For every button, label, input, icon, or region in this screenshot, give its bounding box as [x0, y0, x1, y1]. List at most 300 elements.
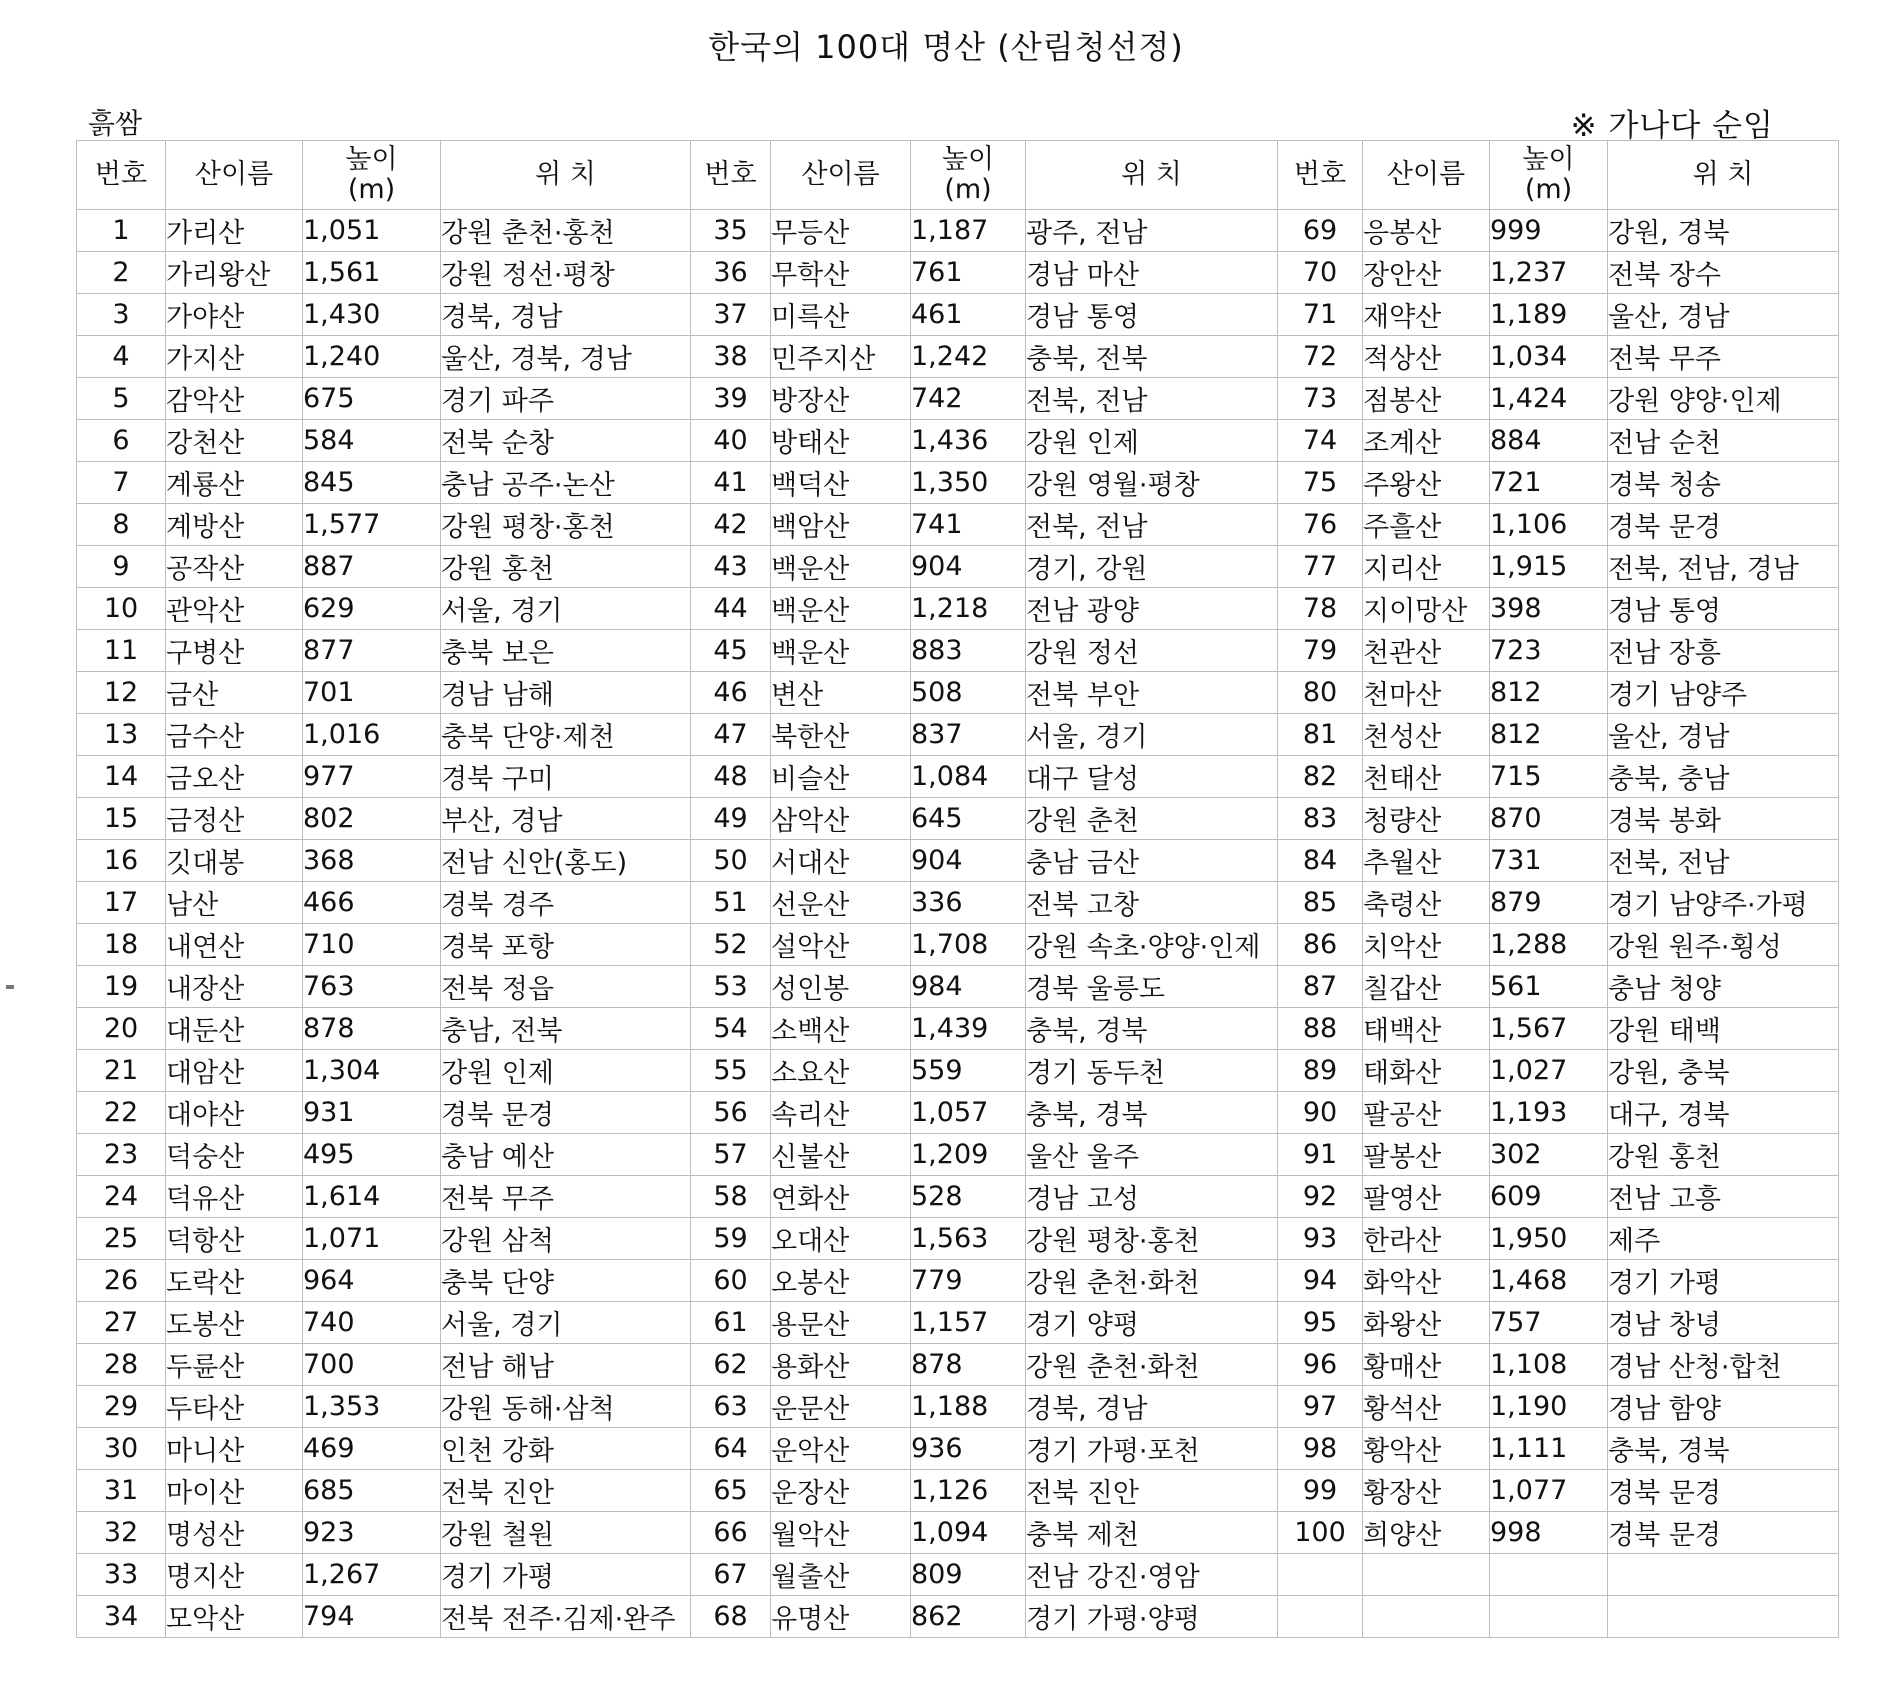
mountain-number: 17: [77, 882, 166, 924]
mountain-number: 100: [1278, 1512, 1363, 1554]
mountain-number: 41: [691, 462, 771, 504]
mountain-number: 33: [77, 1554, 166, 1596]
mountain-location: 충북 제천: [1026, 1512, 1278, 1554]
mountain-height: 1,077: [1490, 1470, 1608, 1512]
mountain-height: 883: [911, 630, 1026, 672]
mountain-number: 34: [77, 1596, 166, 1638]
mountain-number: 26: [77, 1260, 166, 1302]
mountain-number: 8: [77, 504, 166, 546]
mountain-number: 60: [691, 1260, 771, 1302]
mountain-number: 82: [1278, 756, 1363, 798]
mountain-location: 전남 고흥: [1608, 1176, 1839, 1218]
mountain-name: 추월산: [1363, 840, 1490, 882]
mountain-height: 763: [303, 966, 441, 1008]
mountain-name: 유명산: [771, 1596, 911, 1638]
mountain-number: 67: [691, 1554, 771, 1596]
mountain-number: 10: [77, 588, 166, 630]
mountain-name: 칠갑산: [1363, 966, 1490, 1008]
mountain-location: 강원 평창·홍천: [1026, 1218, 1278, 1260]
mountain-number: 65: [691, 1470, 771, 1512]
mountain-location: 강원 양양·인제: [1608, 378, 1839, 420]
table-row: [77, 966, 1839, 1008]
mountain-number: 68: [691, 1596, 771, 1638]
mountain-name: 무등산: [771, 210, 911, 252]
table-row: [77, 924, 1839, 966]
empty-cell: [1490, 1596, 1608, 1638]
mountain-height: 302: [1490, 1134, 1608, 1176]
mountain-location: 강원 춘천·화천: [1026, 1260, 1278, 1302]
mountain-name: 무학산: [771, 252, 911, 294]
mountain-height: 742: [911, 378, 1026, 420]
col-header-location: 위 치: [1026, 141, 1278, 210]
mountain-number: 94: [1278, 1260, 1363, 1302]
mountain-location: 경남 남해: [441, 672, 691, 714]
mountain-height: 984: [911, 966, 1026, 1008]
mountain-name: 화왕산: [1363, 1302, 1490, 1344]
mountain-number: 90: [1278, 1092, 1363, 1134]
mountain-name: 황석산: [1363, 1386, 1490, 1428]
mountain-name: 성인봉: [771, 966, 911, 1008]
mountain-height: 1,577: [303, 504, 441, 546]
mountain-height: 1,430: [303, 294, 441, 336]
empty-cell: [1608, 1596, 1839, 1638]
mountain-number: 58: [691, 1176, 771, 1218]
mountain-location: 강원 속초·양양·인제: [1026, 924, 1278, 966]
mountain-height: 1,561: [303, 252, 441, 294]
mountain-name: 천마산: [1363, 672, 1490, 714]
mountain-height: 879: [1490, 882, 1608, 924]
col-header-location: 위 치: [441, 141, 691, 210]
table-row: [77, 378, 1839, 420]
mountain-location: 경기 가평·양평: [1026, 1596, 1278, 1638]
page-title: 한국의 100대 명산 (산림청선정): [708, 28, 1184, 66]
mountain-height: 1,057: [911, 1092, 1026, 1134]
table-row: [77, 1596, 1839, 1638]
mountain-height: 1,190: [1490, 1386, 1608, 1428]
table-row: [77, 1176, 1839, 1218]
col-header-name: 산이름: [771, 141, 911, 210]
mountain-number: 56: [691, 1092, 771, 1134]
mountain-location: 강원 평창·홍천: [441, 504, 691, 546]
mountain-table: [76, 140, 1839, 1638]
mountain-location: 강원 춘천: [1026, 798, 1278, 840]
mountain-number: 51: [691, 882, 771, 924]
mountain-number: 20: [77, 1008, 166, 1050]
empty-cell: [1278, 1554, 1363, 1596]
mountain-location: 울산 울주: [1026, 1134, 1278, 1176]
table-row: [77, 1512, 1839, 1554]
mountain-height: 461: [911, 294, 1026, 336]
mountain-height: 559: [911, 1050, 1026, 1092]
mountain-location: 전북, 전남: [1026, 378, 1278, 420]
mountain-location: 서울, 경기: [441, 1302, 691, 1344]
mountain-number: 27: [77, 1302, 166, 1344]
table-row: [77, 1470, 1839, 1512]
mountain-name: 가리왕산: [166, 252, 303, 294]
mountain-height: 1,187: [911, 210, 1026, 252]
mountain-number: 71: [1278, 294, 1363, 336]
mountain-height: 1,126: [911, 1470, 1026, 1512]
mountain-number: 25: [77, 1218, 166, 1260]
mountain-name: 팔공산: [1363, 1092, 1490, 1134]
mountain-height: 1,051: [303, 210, 441, 252]
mountain-height: 845: [303, 462, 441, 504]
mountain-number: 91: [1278, 1134, 1363, 1176]
mountain-number: 96: [1278, 1344, 1363, 1386]
mountain-name: 남산: [166, 882, 303, 924]
mountain-name: 변산: [771, 672, 911, 714]
mountain-height: 629: [303, 588, 441, 630]
mountain-location: 강원 태백: [1608, 1008, 1839, 1050]
mountain-height: 862: [911, 1596, 1026, 1638]
mountain-number: 85: [1278, 882, 1363, 924]
table-row: [77, 1260, 1839, 1302]
mountain-number: 39: [691, 378, 771, 420]
mountain-location: 전북 순창: [441, 420, 691, 462]
mountain-location: 강원 원주·횡성: [1608, 924, 1839, 966]
mountain-name: 청량산: [1363, 798, 1490, 840]
mountain-name: 천관산: [1363, 630, 1490, 672]
mountain-name: 금오산: [166, 756, 303, 798]
mountain-height: 710: [303, 924, 441, 966]
mountain-name: 내장산: [166, 966, 303, 1008]
mountain-height: 1,350: [911, 462, 1026, 504]
mountain-location: 경기 가평·포천: [1026, 1428, 1278, 1470]
mountain-name: 방장산: [771, 378, 911, 420]
mountain-number: 46: [691, 672, 771, 714]
mountain-height: 936: [911, 1428, 1026, 1470]
mountain-height: 802: [303, 798, 441, 840]
table-row: [77, 840, 1839, 882]
mountain-number: 47: [691, 714, 771, 756]
mountain-location: 경북, 경남: [1026, 1386, 1278, 1428]
mountain-location: 경남 고성: [1026, 1176, 1278, 1218]
mountain-height: 1,027: [1490, 1050, 1608, 1092]
mountain-height: 609: [1490, 1176, 1608, 1218]
mountain-name: 강천산: [166, 420, 303, 462]
mountain-location: 강원 영월·평창: [1026, 462, 1278, 504]
mountain-name: 신불산: [771, 1134, 911, 1176]
table-row: [77, 588, 1839, 630]
mountain-height: 741: [911, 504, 1026, 546]
mountain-name: 백운산: [771, 546, 911, 588]
mountain-name: 천태산: [1363, 756, 1490, 798]
mountain-name: 두륜산: [166, 1344, 303, 1386]
mountain-height: 336: [911, 882, 1026, 924]
mountain-name: 속리산: [771, 1092, 911, 1134]
mountain-location: 강원 홍천: [1608, 1134, 1839, 1176]
mountain-number: 97: [1278, 1386, 1363, 1428]
mountain-number: 18: [77, 924, 166, 966]
mountain-number: 66: [691, 1512, 771, 1554]
mountain-height: 1,016: [303, 714, 441, 756]
mountain-height: 812: [1490, 714, 1608, 756]
col-header-height: 높이 (m): [303, 141, 441, 210]
mountain-name: 황악산: [1363, 1428, 1490, 1470]
mountain-number: 14: [77, 756, 166, 798]
mountain-height: 837: [911, 714, 1026, 756]
mountain-location: 경북 울릉도: [1026, 966, 1278, 1008]
mountain-number: 92: [1278, 1176, 1363, 1218]
table-row: [77, 1344, 1839, 1386]
mountain-name: 선운산: [771, 882, 911, 924]
mountain-location: 강원 홍천: [441, 546, 691, 588]
col-header-name: 산이름: [1363, 141, 1490, 210]
mountain-height: 812: [1490, 672, 1608, 714]
mountain-location: 전북, 전남, 경남: [1608, 546, 1839, 588]
mountain-height: 1,288: [1490, 924, 1608, 966]
mountain-name: 덕항산: [166, 1218, 303, 1260]
mountain-name: 재약산: [1363, 294, 1490, 336]
table-row: [77, 210, 1839, 252]
mountain-location: 전북 전주·김제·완주: [441, 1596, 691, 1638]
mountain-location: 경기 동두천: [1026, 1050, 1278, 1092]
mountain-number: 12: [77, 672, 166, 714]
mountain-height: 1,567: [1490, 1008, 1608, 1050]
mountain-number: 11: [77, 630, 166, 672]
mountain-location: 경북 포항: [441, 924, 691, 966]
col-header-no: 번호: [77, 141, 166, 210]
mountain-location: 강원 동해·삼척: [441, 1386, 691, 1428]
mountain-location: 충북 보은: [441, 630, 691, 672]
mountain-name: 조계산: [1363, 420, 1490, 462]
mountain-name: 팔봉산: [1363, 1134, 1490, 1176]
mountain-location: 전남 순천: [1608, 420, 1839, 462]
mountain-number: 89: [1278, 1050, 1363, 1092]
mountain-location: 경남 함양: [1608, 1386, 1839, 1428]
mountain-location: 전북 진안: [441, 1470, 691, 1512]
mountain-name: 장안산: [1363, 252, 1490, 294]
mountain-name: 운장산: [771, 1470, 911, 1512]
mountain-location: 충북 단양: [441, 1260, 691, 1302]
mountain-location: 광주, 전남: [1026, 210, 1278, 252]
mountain-height: 715: [1490, 756, 1608, 798]
mountain-number: 54: [691, 1008, 771, 1050]
col-header-height: 높이 (m): [1490, 141, 1608, 210]
mountain-number: 62: [691, 1344, 771, 1386]
mountain-number: 73: [1278, 378, 1363, 420]
mountain-number: 77: [1278, 546, 1363, 588]
mountain-location: 울산, 경남: [1608, 714, 1839, 756]
mountain-name: 치악산: [1363, 924, 1490, 966]
mountain-location: 충북, 경북: [1608, 1428, 1839, 1470]
mountain-number: 3: [77, 294, 166, 336]
mountain-location: 경기 가평: [1608, 1260, 1839, 1302]
mountain-number: 38: [691, 336, 771, 378]
mountain-height: 998: [1490, 1512, 1608, 1554]
mountain-location: 제주: [1608, 1218, 1839, 1260]
mountain-name: 운악산: [771, 1428, 911, 1470]
mountain-height: 685: [303, 1470, 441, 1512]
mountain-height: 1,242: [911, 336, 1026, 378]
mountain-height: 740: [303, 1302, 441, 1344]
table-row: [77, 798, 1839, 840]
mountain-number: 9: [77, 546, 166, 588]
mountain-name: 구병산: [166, 630, 303, 672]
mountain-number: 64: [691, 1428, 771, 1470]
mountain-location: 전북, 전남: [1026, 504, 1278, 546]
mountain-height: 1,189: [1490, 294, 1608, 336]
mountain-number: 44: [691, 588, 771, 630]
mountain-height: 1,353: [303, 1386, 441, 1428]
empty-cell: [1608, 1554, 1839, 1596]
mountain-location: 전북 고창: [1026, 882, 1278, 924]
mountain-name: 화악산: [1363, 1260, 1490, 1302]
mountain-name: 희양산: [1363, 1512, 1490, 1554]
mountain-number: 99: [1278, 1470, 1363, 1512]
mountain-number: 30: [77, 1428, 166, 1470]
mountain-number: 37: [691, 294, 771, 336]
mountain-height: 1,304: [303, 1050, 441, 1092]
mountain-location: 경남 창녕: [1608, 1302, 1839, 1344]
table-row: [77, 714, 1839, 756]
mountain-number: 55: [691, 1050, 771, 1092]
mountain-location: 충남 공주·논산: [441, 462, 691, 504]
mountain-height: 1,436: [911, 420, 1026, 462]
mountain-name: 백덕산: [771, 462, 911, 504]
mountain-height: 904: [911, 546, 1026, 588]
mountain-number: 87: [1278, 966, 1363, 1008]
mountain-location: 부산, 경남: [441, 798, 691, 840]
mountain-height: 675: [303, 378, 441, 420]
mountain-number: 42: [691, 504, 771, 546]
mountain-height: 809: [911, 1554, 1026, 1596]
header-row: [77, 141, 1839, 210]
mountain-name: 태백산: [1363, 1008, 1490, 1050]
mountain-name: 대둔산: [166, 1008, 303, 1050]
mountain-location: 강원 삼척: [441, 1218, 691, 1260]
mountain-number: 75: [1278, 462, 1363, 504]
mountain-height: 508: [911, 672, 1026, 714]
mountain-name: 깃대봉: [166, 840, 303, 882]
mountain-location: 강원 철원: [441, 1512, 691, 1554]
mountain-number: 88: [1278, 1008, 1363, 1050]
mountain-location: 경북 문경: [441, 1092, 691, 1134]
mountain-name: 백암산: [771, 504, 911, 546]
mountain-height: 931: [303, 1092, 441, 1134]
mountain-number: 23: [77, 1134, 166, 1176]
mountain-height: 878: [911, 1344, 1026, 1386]
mountain-number: 52: [691, 924, 771, 966]
mountain-height: 878: [303, 1008, 441, 1050]
sort-note: ※ 가나다 순임: [1570, 108, 1774, 144]
mountain-height: 645: [911, 798, 1026, 840]
mountain-location: 경북 문경: [1608, 1512, 1839, 1554]
mountain-name: 내연산: [166, 924, 303, 966]
mountain-location: 경기 남양주·가평: [1608, 882, 1839, 924]
col-header-height: 높이 (m): [911, 141, 1026, 210]
mountain-height: 1,237: [1490, 252, 1608, 294]
mountain-location: 울산, 경남: [1608, 294, 1839, 336]
table-row: [77, 546, 1839, 588]
mountain-number: 57: [691, 1134, 771, 1176]
mountain-location: 경남 산청·합천: [1608, 1344, 1839, 1386]
empty-cell: [1363, 1596, 1490, 1638]
mountain-name: 황매산: [1363, 1344, 1490, 1386]
mountain-location: 경남 마산: [1026, 252, 1278, 294]
mountain-height: 757: [1490, 1302, 1608, 1344]
mountain-name: 지이망산: [1363, 588, 1490, 630]
mountain-height: 1,193: [1490, 1092, 1608, 1134]
mountain-number: 7: [77, 462, 166, 504]
mountain-height: 584: [303, 420, 441, 462]
mountain-height: 469: [303, 1428, 441, 1470]
mountain-name: 대암산: [166, 1050, 303, 1092]
mountain-location: 울산, 경북, 경남: [441, 336, 691, 378]
mountain-height: 1,106: [1490, 504, 1608, 546]
mountain-number: 72: [1278, 336, 1363, 378]
mountain-number: 45: [691, 630, 771, 672]
mountain-number: 28: [77, 1344, 166, 1386]
mountain-location: 강원 정선: [1026, 630, 1278, 672]
mountain-number: 43: [691, 546, 771, 588]
mountain-height: 1,424: [1490, 378, 1608, 420]
mountain-location: 경북 문경: [1608, 504, 1839, 546]
table-row: [77, 756, 1839, 798]
col-header-name: 산이름: [166, 141, 303, 210]
col-header-no: 번호: [691, 141, 771, 210]
mountain-name: 월출산: [771, 1554, 911, 1596]
mountain-name: 금정산: [166, 798, 303, 840]
mountain-location: 강원 춘천·화천: [1026, 1344, 1278, 1386]
mountain-location: 전남 강진·영암: [1026, 1554, 1278, 1596]
mountain-height: 904: [911, 840, 1026, 882]
mountain-name: 북한산: [771, 714, 911, 756]
mountain-name: 태화산: [1363, 1050, 1490, 1092]
mountain-location: 전북 부안: [1026, 672, 1278, 714]
mountain-name: 소요산: [771, 1050, 911, 1092]
mountain-name: 금산: [166, 672, 303, 714]
mountain-height: 794: [303, 1596, 441, 1638]
table-row: [77, 672, 1839, 714]
mountain-location: 경북 문경: [1608, 1470, 1839, 1512]
mountain-location: 경남 통영: [1026, 294, 1278, 336]
table-row: [77, 882, 1839, 924]
mountain-name: 두타산: [166, 1386, 303, 1428]
mountain-location: 충남, 전북: [441, 1008, 691, 1050]
mountain-location: 경기 파주: [441, 378, 691, 420]
mountain-number: 13: [77, 714, 166, 756]
mountain-name: 용화산: [771, 1344, 911, 1386]
mountain-number: 5: [77, 378, 166, 420]
mountain-name: 덕유산: [166, 1176, 303, 1218]
mountain-height: 1,240: [303, 336, 441, 378]
mountain-location: 경기 양평: [1026, 1302, 1278, 1344]
empty-cell: [1490, 1554, 1608, 1596]
mountain-location: 서울, 경기: [1026, 714, 1278, 756]
mountain-height: 1,094: [911, 1512, 1026, 1554]
mountain-name: 용문산: [771, 1302, 911, 1344]
mountain-number: 84: [1278, 840, 1363, 882]
mountain-location: 강원 정선·평창: [441, 252, 691, 294]
mountain-name: 명지산: [166, 1554, 303, 1596]
table-row: [77, 1092, 1839, 1134]
mountain-name: 점봉산: [1363, 378, 1490, 420]
mountain-height: 761: [911, 252, 1026, 294]
table-row: [77, 1302, 1839, 1344]
mountain-name: 마이산: [166, 1470, 303, 1512]
mountain-height: 1,209: [911, 1134, 1026, 1176]
mountain-location: 전북, 전남: [1608, 840, 1839, 882]
mountain-name: 한라산: [1363, 1218, 1490, 1260]
mountain-name: 오봉산: [771, 1260, 911, 1302]
mountain-name: 민주지산: [771, 336, 911, 378]
mountain-number: 98: [1278, 1428, 1363, 1470]
table-row: [77, 336, 1839, 378]
mountain-number: 35: [691, 210, 771, 252]
mountain-height: 1,188: [911, 1386, 1026, 1428]
mountain-height: 1,468: [1490, 1260, 1608, 1302]
